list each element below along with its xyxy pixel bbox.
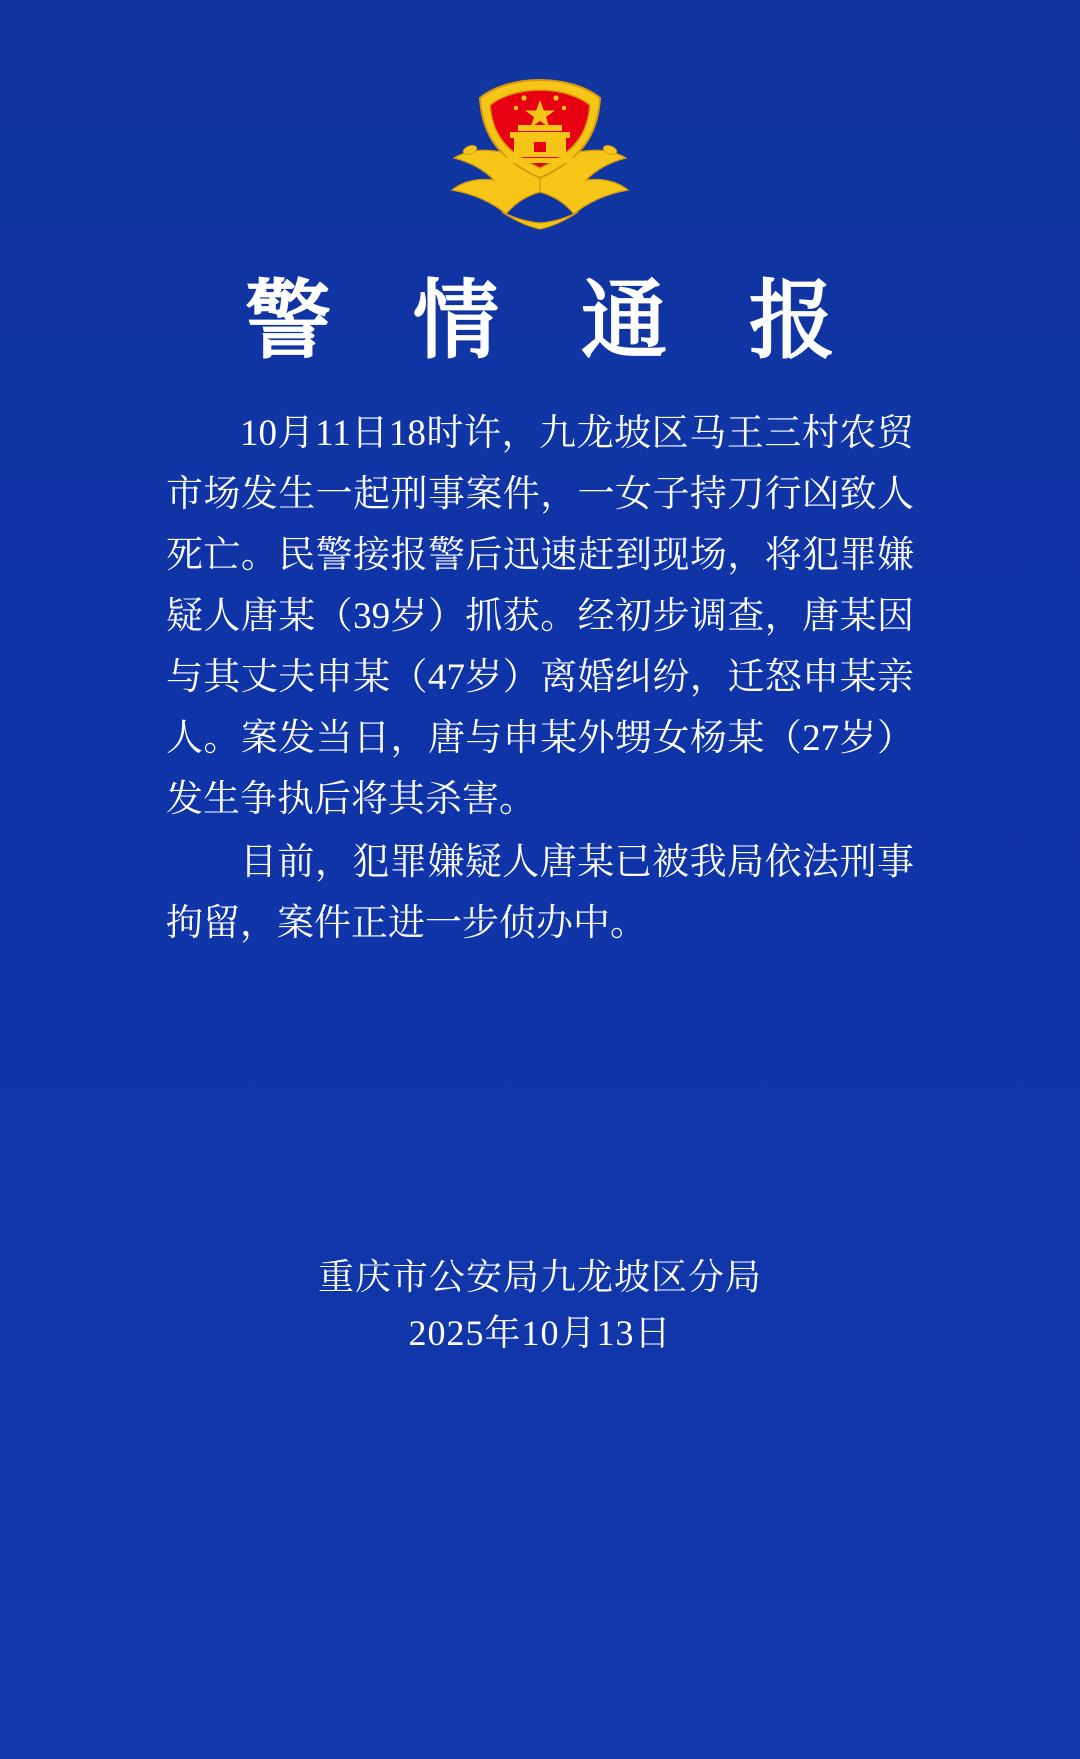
issue-date: 2025年10月13日: [408, 1313, 672, 1353]
issuing-organization: 重庆市公安局九龙坡区分局: [317, 1257, 762, 1297]
bulletin-paragraph-1: 10月11日18时许，九龙坡区马王三村农贸市场发生一起刑事案件，一女子持刀行凶致人死亡。民警接报警后迅速赶到现场，将犯罪嫌疑人唐某（39岁）抓获。经初步调查，唐某因与其丈夫申某（47岁）离婚纠纷，迁怒申某亲人。案发当日，唐与申某外甥女杨某（27岁）发生争执后将其杀害。: [166, 412, 914, 820]
bulletin-body: [166, 403, 914, 954]
bulletin-paragraph-2: 目前，犯罪嫌疑人唐某已被我局依法刑事拘留，案件正进一步侦办中。: [166, 841, 914, 944]
signature-block: [0, 1249, 1080, 1361]
page-title: 警 情 通 报: [245, 270, 861, 371]
police-emblem-icon: [440, 72, 640, 244]
